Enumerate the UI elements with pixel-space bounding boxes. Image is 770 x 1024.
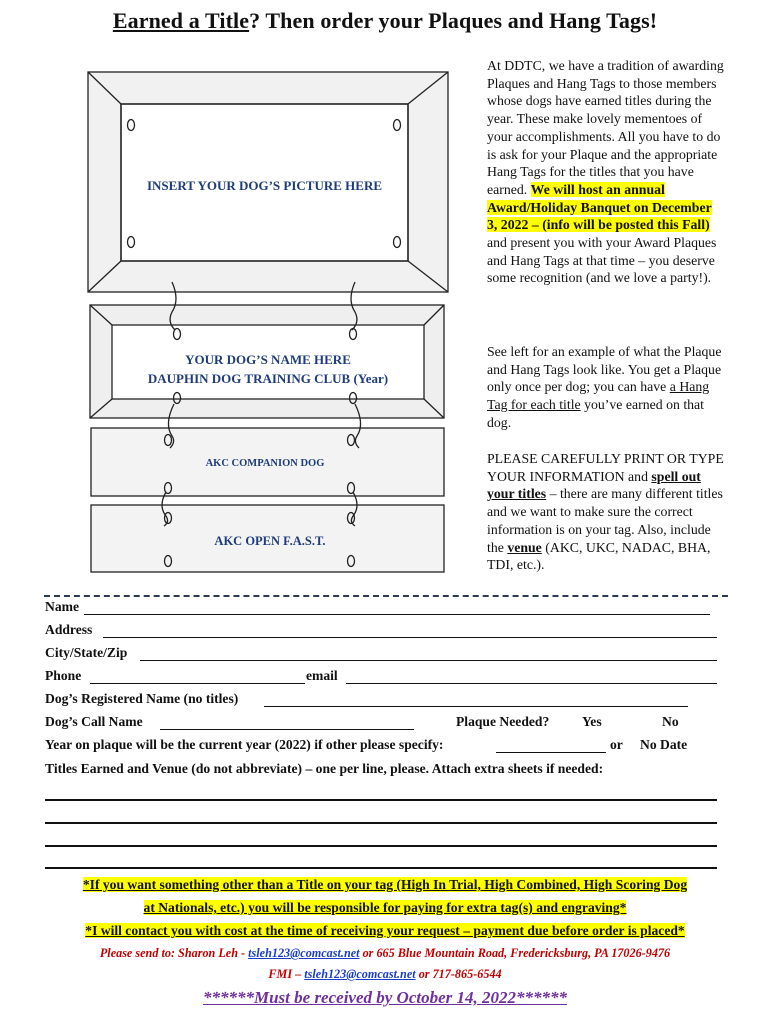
fmi-line: FMI – tsleh123@comcast.net or 717-865-6544: [268, 967, 502, 981]
intro-paragraph-1: At DDTC, we have a tradition of awarding Plaques and Hang Tags to those members whose dogs have earned titles during the year. These make lovely mementoes of your accomplishments. All you have to do is ask for your Plaque and the appropriate Hang Tags for the titles that you have earned. We will host an annual Award/Holiday Banquet on December 3, 2022 – (info will be posted this Fall) and present you with your Award Plaques and Hang Tags at that time – you deserve some recognition (and we love a party!).: [487, 58, 724, 286]
no-date-option[interactable]: No Date: [640, 737, 688, 752]
title-underlined: Earned a Title: [112, 8, 250, 33]
email-link[interactable]: tsleh123@comcast.net: [248, 946, 360, 960]
intro-paragraph-2: See left for an example of what the Plaque and Hang Tags look like. You get a Plaque only once per dog; you can have a Hang Tag for each title you’ve earned on that dog.: [487, 344, 722, 430]
tag1-text: AKC COMPANION DOG: [205, 458, 325, 469]
year-field[interactable]: [496, 752, 606, 753]
registered-name-field[interactable]: [264, 706, 688, 707]
name-field[interactable]: [84, 614, 710, 615]
picture-placeholder-text: INSERT YOUR DOG’S PICTURE HERE: [146, 178, 383, 193]
registered-name-label: Dog’s Registered Name (no titles): [45, 691, 239, 706]
spell-out-note: spell out your titles: [487, 468, 701, 502]
year-label: Year on plaque will be the current year (2022) if other please specify:: [45, 737, 444, 752]
titles-label: Titles Earned and Venue (do not abbreviate) – one per line, please. Attach extra sheets if needed:: [45, 761, 604, 776]
or-label: or: [610, 737, 623, 752]
dog-name-placeholder: YOUR DOG’S NAME HERE: [185, 352, 351, 367]
hang-tag-note: a Hang Tag for each title: [487, 379, 710, 413]
email-field[interactable]: [346, 683, 717, 684]
titles-field-2[interactable]: [45, 822, 717, 824]
tag2-text: AKC OPEN F.A.S.T.: [214, 534, 326, 548]
plaque-yes-option[interactable]: Yes: [582, 714, 602, 729]
plaque-illustration: [0, 0, 480, 590]
titles-field-1[interactable]: [45, 799, 717, 801]
titles-field-4[interactable]: [45, 867, 717, 869]
fmi-email-link[interactable]: tsleh123@comcast.net: [304, 967, 416, 981]
name-label: Name: [45, 599, 79, 614]
email-label: email: [306, 668, 338, 683]
address-label: Address: [45, 622, 93, 637]
phone-field[interactable]: [90, 683, 305, 684]
call-name-field[interactable]: [160, 729, 414, 730]
city-label: City/State/Zip: [45, 645, 128, 660]
call-name-label: Dog’s Call Name: [45, 714, 143, 729]
notice-line-3: *I will contact you with cost at the time of receiving your request – payment due before order is placed*: [85, 923, 685, 938]
club-name-placeholder: DAUPHIN DOG TRAINING CLUB (Year): [147, 371, 389, 386]
plaque-no-option[interactable]: No: [662, 714, 679, 729]
plaque-needed-label: Plaque Needed?: [456, 714, 550, 729]
titles-field-3[interactable]: [45, 845, 717, 847]
title-rest: ? Then order your Plaques and Hang Tags!: [249, 8, 658, 33]
cut-line-divider: [44, 595, 728, 597]
send-to-line: Please send to: Sharon Leh - tsleh123@comcast.net or 665 Blue Mountain Road, Fredericksburg, PA 17026-9476: [99, 946, 671, 960]
notice-line-2: at Nationals, etc.) you will be responsible for paying for extra tag(s) and engraving*: [143, 900, 627, 915]
address-field[interactable]: [103, 637, 717, 638]
venue-note: venue: [507, 539, 542, 555]
intro-paragraph-3: PLEASE CAREFULLY PRINT OR TYPE YOUR INFORMATION and spell out your titles – there are many different titles and we want to make sure the correct information is on your tag. Also, include the venue (AKC, UKC, NADAC, BHA, TDI, etc.).: [487, 451, 724, 573]
notice-line-1: *If you want something other than a Title on your tag (High In Trial, High Combined, High Scoring Dog: [82, 877, 688, 892]
city-field[interactable]: [140, 660, 717, 661]
deadline-notice: ******Must be received by October 14, 2022******: [202, 988, 568, 1007]
banquet-highlight: We will host an annual Award/Holiday Banquet on December 3, 2022 – (info will be posted this Fall): [487, 181, 712, 233]
phone-label: Phone: [45, 668, 82, 683]
